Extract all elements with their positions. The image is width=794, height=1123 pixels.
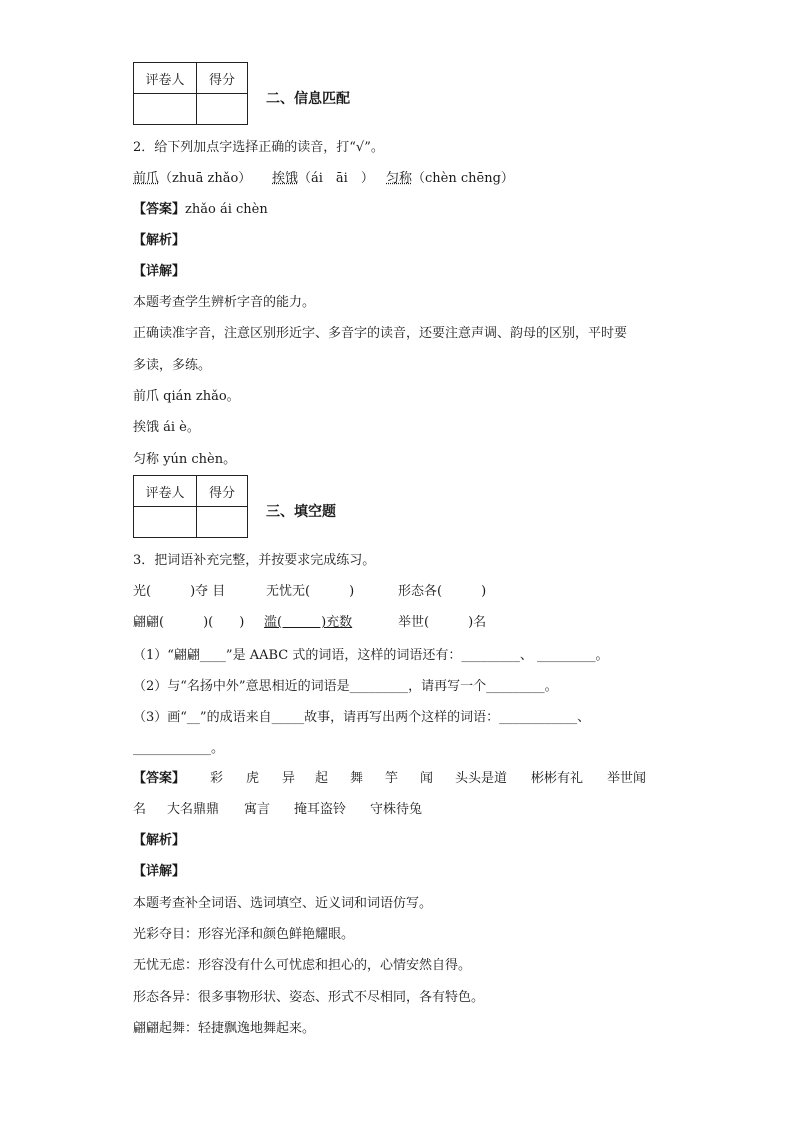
fill-item: 翩翩( )( ) xyxy=(133,615,245,630)
detail-line: 匀称 yún chèn。 xyxy=(133,452,237,467)
answer-token: 头头是道 xyxy=(455,771,508,786)
detail-line: 正确读准字音，注意区别形近字、多音字的读音，还要注意声调、韵母的区别，平时要 xyxy=(133,326,628,341)
answer-token: 虎 xyxy=(246,771,260,786)
score-cell xyxy=(197,94,248,125)
score-cell xyxy=(197,507,248,538)
answer-token: 舞 xyxy=(350,771,364,786)
fill-item-underlined: 滥( )充数 xyxy=(264,615,353,630)
fill-item: 无忧无( ) xyxy=(266,584,355,599)
section-title-2: 二、信息匹配 xyxy=(266,91,350,107)
detail-line: 本题考查补全词语、选词填空、近义词和词语仿写。 xyxy=(133,896,433,911)
score-header: 得分 xyxy=(197,63,248,94)
detail-label-2: 【详解】 xyxy=(133,264,186,279)
sub-question-3-cont: ____________。 xyxy=(133,741,225,756)
option-3: 匀称（chèn chēng） xyxy=(386,171,514,186)
answer-token: 彬彬有礼 xyxy=(531,771,584,786)
answer-token: 竽 xyxy=(385,771,399,786)
detail-line: 前爪 qián zhǎo。 xyxy=(133,389,240,404)
question-3: 3．把词语补充完整，并按要求完成练习。 xyxy=(133,553,376,568)
analysis-label-2: 【解析】 xyxy=(133,233,186,248)
answer-token: 掩耳盗铃 xyxy=(294,802,347,817)
question-2: 2．给下列加点字选择正确的读音，打“√”。 xyxy=(133,140,384,155)
fill-item: 举世( )名 xyxy=(398,615,487,630)
answer-token: 举世闻 xyxy=(607,771,647,786)
sub-question-1: （1）“翩翩____”是 AABC 式的词语，这样的词语还有：_________、 _________。 xyxy=(133,648,609,663)
sub-question-3: （3）画“__”的成语来自_____故事，请再写出两个这样的词语：____________、 xyxy=(133,710,591,725)
grader-cell xyxy=(134,94,197,125)
fill-item: 形态各( ) xyxy=(398,584,487,599)
answer-token: 名 xyxy=(133,802,147,817)
analysis-label-3: 【解析】 xyxy=(133,833,186,848)
answer-token: 寓言 xyxy=(244,802,271,817)
answer-2: 【答案】zhǎo ái chèn xyxy=(133,202,268,217)
answer-token: 守株待兔 xyxy=(370,802,423,817)
detail-line: 本题考查学生辨析字音的能力。 xyxy=(133,295,316,310)
section-title-3: 三、填空题 xyxy=(266,504,336,520)
detail-line: 挨饿 ái è。 xyxy=(133,420,200,435)
detail-line: 形态各异：很多事物形状、姿态、形式不尽相同，各有特色。 xyxy=(133,990,485,1005)
answer-label-3: 【答案】 xyxy=(133,771,186,786)
answer-token: 异 xyxy=(282,771,296,786)
score-table-3 xyxy=(133,475,248,538)
fill-item: 光( )夺 目 xyxy=(133,584,226,599)
grader-header: 评卷人 xyxy=(134,476,197,507)
detail-line: 翩翩起舞：轻捷飘逸地舞起来。 xyxy=(133,1021,316,1036)
answer-token: 彩 xyxy=(210,771,224,786)
detail-line: 多读，多练。 xyxy=(133,358,212,373)
answer-token: 大名鼎鼎 xyxy=(167,802,220,817)
option-1: 前爪（zhuā zhǎo） xyxy=(133,171,252,186)
score-header: 得分 xyxy=(197,476,248,507)
grader-cell xyxy=(134,507,197,538)
sub-question-2: （2）与“名扬中外”意思相近的词语是_________，请再写一个_________。 xyxy=(133,679,558,694)
detail-line: 光彩夺目：形容光泽和颜色鲜艳耀眼。 xyxy=(133,927,355,942)
grader-header: 评卷人 xyxy=(134,63,197,94)
option-2: 挨饿（ái āi ） xyxy=(272,171,374,186)
detail-label-3: 【详解】 xyxy=(133,864,186,879)
answer-token: 闻 xyxy=(420,771,434,786)
answer-token: 起 xyxy=(315,771,329,786)
score-table-2 xyxy=(133,62,248,125)
detail-line: 无忧无虑：形容没有什么可忧虑和担心的，心情安然自得。 xyxy=(133,958,472,973)
